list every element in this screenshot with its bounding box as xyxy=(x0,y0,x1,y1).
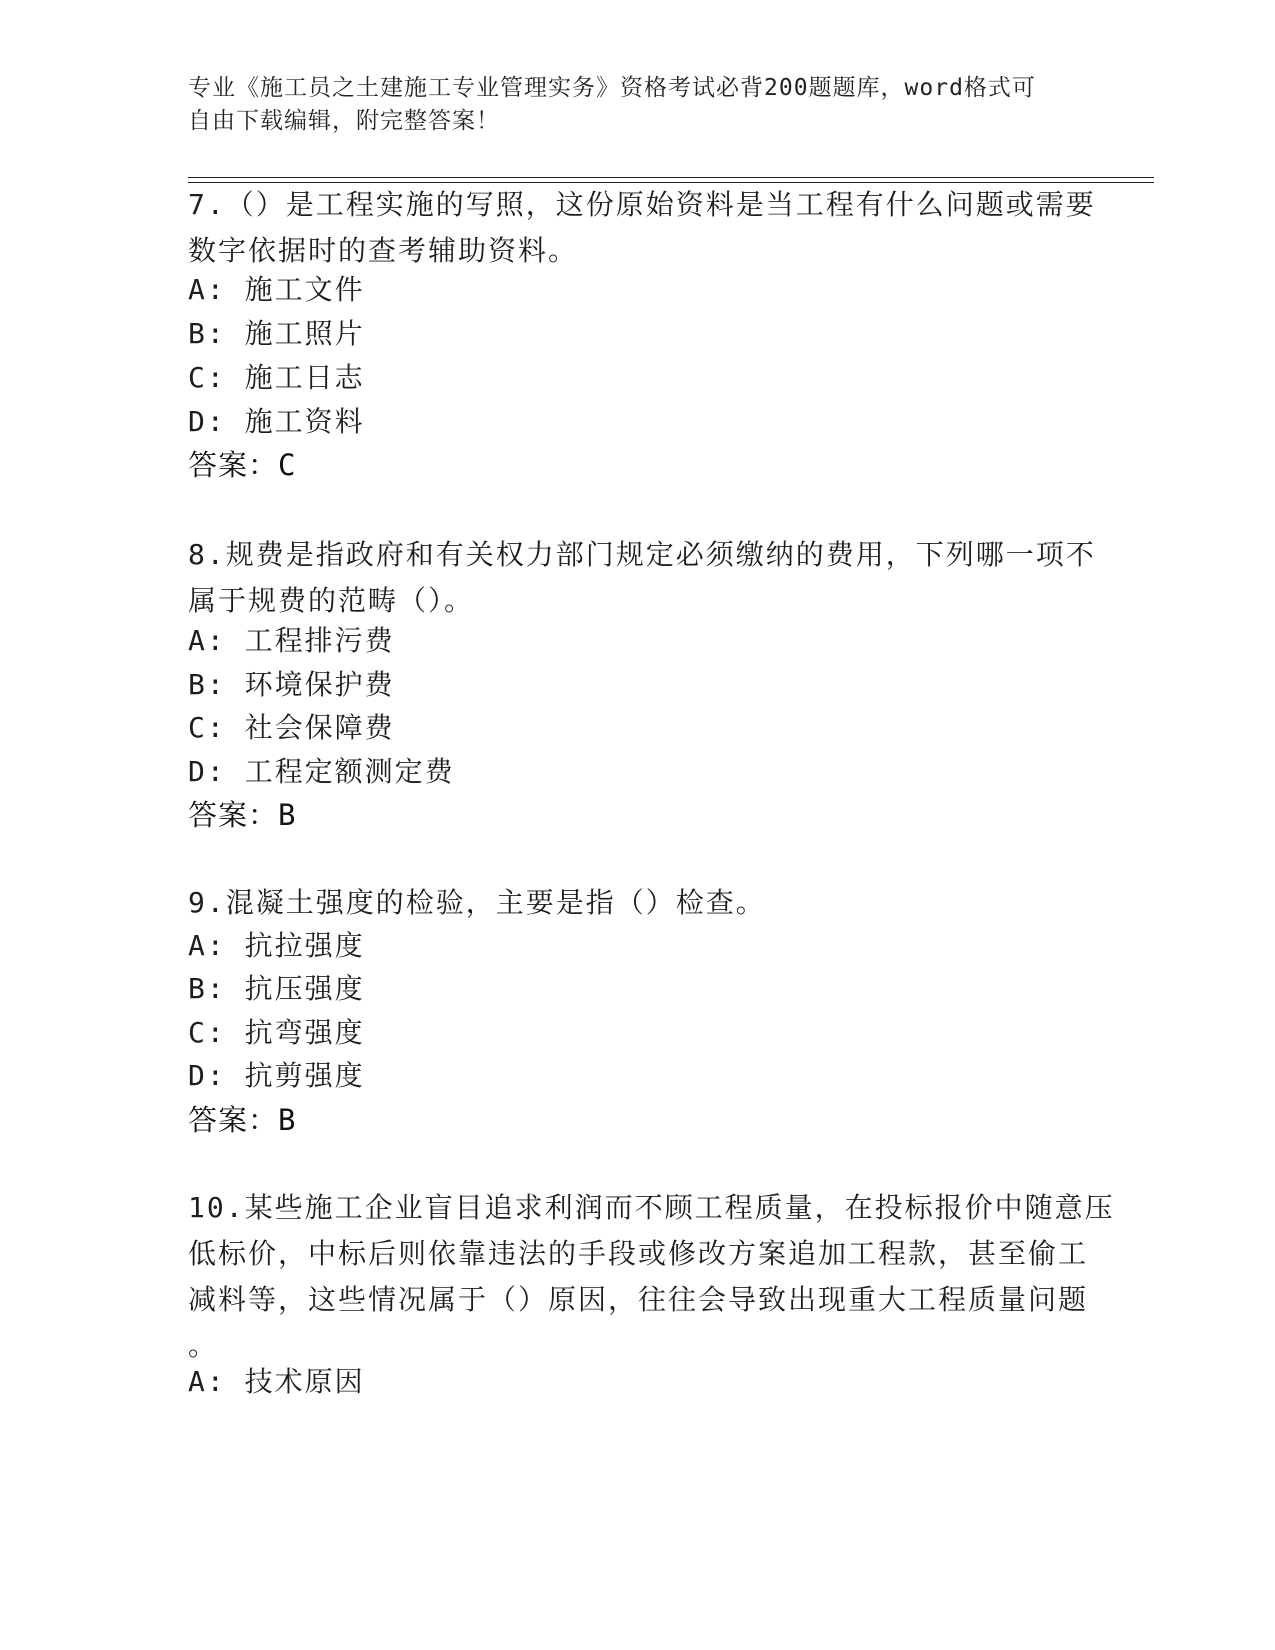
header-line-2: 自由下载编辑，附完整答案！ xyxy=(188,108,500,134)
question-7-option-a: A: 施工文件 xyxy=(188,273,365,306)
question-8-answer: 答案：B xyxy=(188,798,297,832)
question-7-option-b: B: 施工照片 xyxy=(188,317,365,350)
question-10-text xyxy=(188,1185,1115,1369)
question-8-line-1: 8.规费是指政府和有关权力部门规定必须缴纳的费用，下列哪一项不 xyxy=(188,538,1096,571)
question-7-answer: 答案：C xyxy=(188,448,297,482)
question-8-text xyxy=(188,532,1096,624)
question-8-option-d: D: 工程定额测定费 xyxy=(188,755,455,788)
question-8-option-a: A: 工程排污费 xyxy=(188,624,395,657)
header-line-1: 专业《施工员之土建施工专业管理实务》资格考试必背200题题库，word格式可 xyxy=(188,75,1036,101)
question-7-line-2: 数字依据时的查考辅助资料。 xyxy=(188,234,579,267)
question-9-text xyxy=(188,880,1068,926)
question-8-line-2: 属于规费的范畴（）。 xyxy=(188,584,475,617)
question-10-option-a: A: 技术原因 xyxy=(188,1365,365,1398)
question-10-line-3: 减料等，这些情况属于（）原因，往往会导致出现重大工程质量问题 xyxy=(188,1283,1089,1316)
question-7-text xyxy=(188,182,1096,274)
question-7-option-d: D: 施工资料 xyxy=(188,405,365,438)
question-9-option-a: A: 抗拉强度 xyxy=(188,929,365,962)
question-10-line-2: 低标价，中标后则依靠违法的手段或修改方案追加工程款，甚至偷工 xyxy=(188,1237,1089,1270)
question-9-option-c: C: 抗弯强度 xyxy=(188,1016,365,1049)
question-8-option-c: C: 社会保障费 xyxy=(188,711,395,744)
question-9-line-1: 9.混凝土强度的检验，主要是指（）检查。 xyxy=(188,886,766,919)
document-header xyxy=(188,72,1068,138)
question-9-option-b: B: 抗压强度 xyxy=(188,972,365,1005)
question-9-answer: 答案：B xyxy=(188,1103,297,1137)
question-9-option-d: D: 抗剪强度 xyxy=(188,1059,365,1092)
question-7-option-c: C: 施工日志 xyxy=(188,361,365,394)
question-7-line-1: 7.（）是工程实施的写照，这份原始资料是当工程有什么问题或需要 xyxy=(188,188,1096,221)
header-divider-top xyxy=(188,177,1154,178)
question-8-option-b: B: 环境保护费 xyxy=(188,668,395,701)
question-10-line-1: 10.某些施工企业盲目追求利润而不顾工程质量，在投标报价中随意压 xyxy=(188,1191,1115,1224)
question-10-line-4: 。 xyxy=(188,1329,219,1362)
